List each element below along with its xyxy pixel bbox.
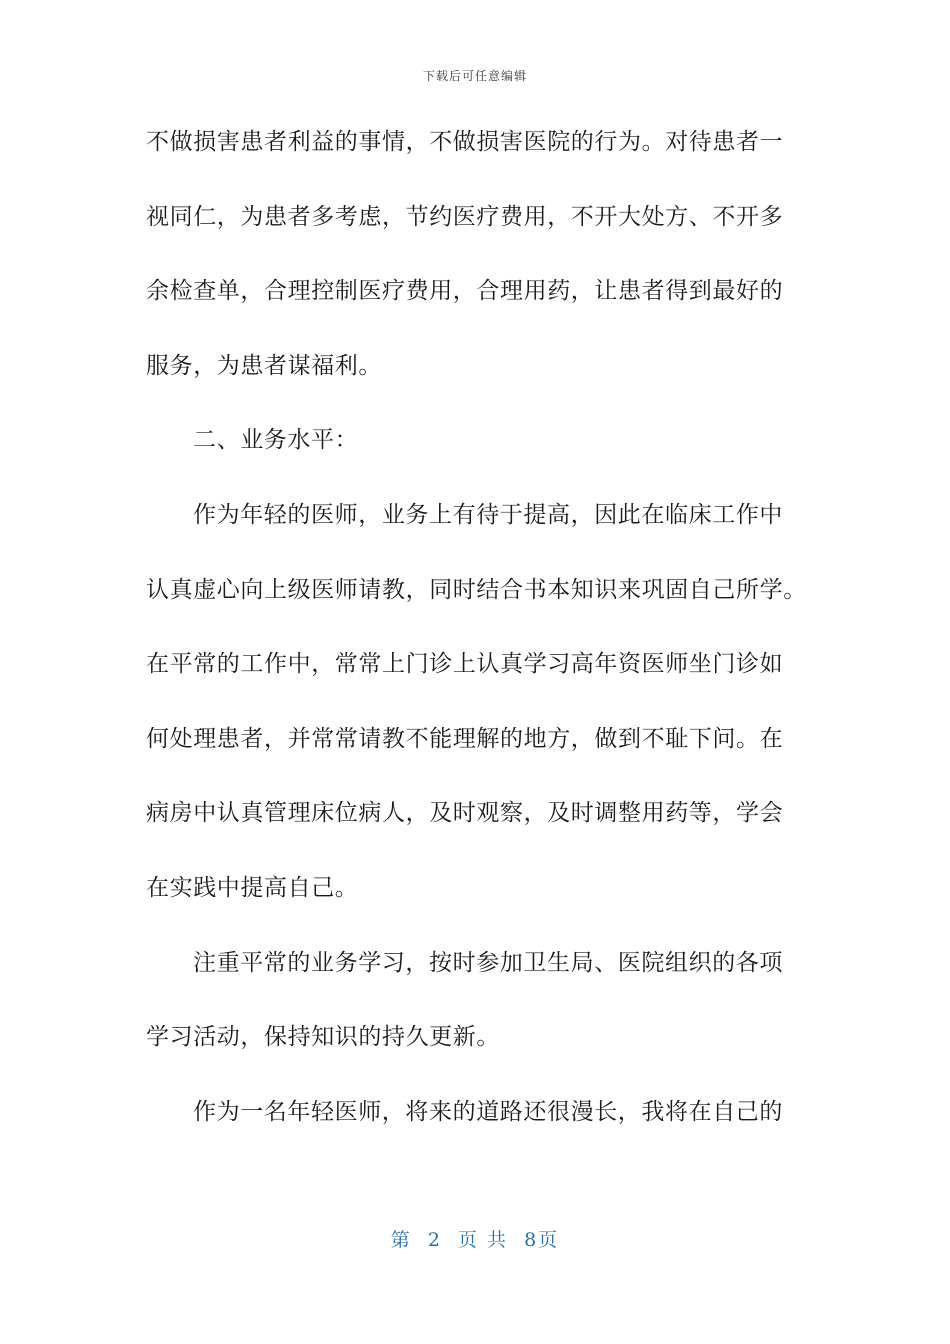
footer-total-pages: 8页 [524,1229,560,1251]
text-line-4: 服务，为患者谋福利。 [146,352,382,379]
text-line-14: 作为一名年轻医师，将来的道路还很漫长，我将在自己的 [193,1098,783,1125]
text-line-1: 不做损害患者利益的事情，不做损害医院的行为。对待患者一 [146,129,784,155]
text-line-11: 在实践中提高自己。 [146,874,359,901]
text-line-7: 认真虚心向上级医师请教，同时结合书本知识来巩固自己所学。 [146,576,807,603]
section-heading: 二、业务水平： [193,427,359,454]
text-line-3: 余检查单，合理控制医疗费用，合理用药，让患者得到最好的 [146,278,784,305]
text-line-12: 注重平常的业务学习，按时参加卫生局、医院组织的各项 [193,949,783,976]
footer-current-page: 2 [427,1229,442,1251]
page-footer [0,1225,950,1252]
footer-prefix: 第 [390,1229,412,1251]
text-line-8: 在平常的工作中，常常上门诊上认真学习高年资医师坐门诊如 [146,651,784,678]
text-line-6: 作为年轻的医师，业务上有待于提高，因此在临床工作中 [193,501,783,528]
text-line-9: 何处理患者，并常常请教不能理解的地方，做到不耻下问。在 [146,725,784,752]
document-body [146,117,806,1161]
footer-middle: 页 共 [458,1229,509,1251]
text-line-10: 病房中认真管理床位病人，及时观察，及时调整用药等，学会 [146,800,784,827]
text-line-2: 视同仁，为患者多考虑，节约医疗费用，不开大处方、不开多 [146,203,784,230]
page-header: 下载后可任意编辑 [422,69,527,83]
text-line-13: 学习活动，保持知识的持久更新。 [146,1024,500,1051]
